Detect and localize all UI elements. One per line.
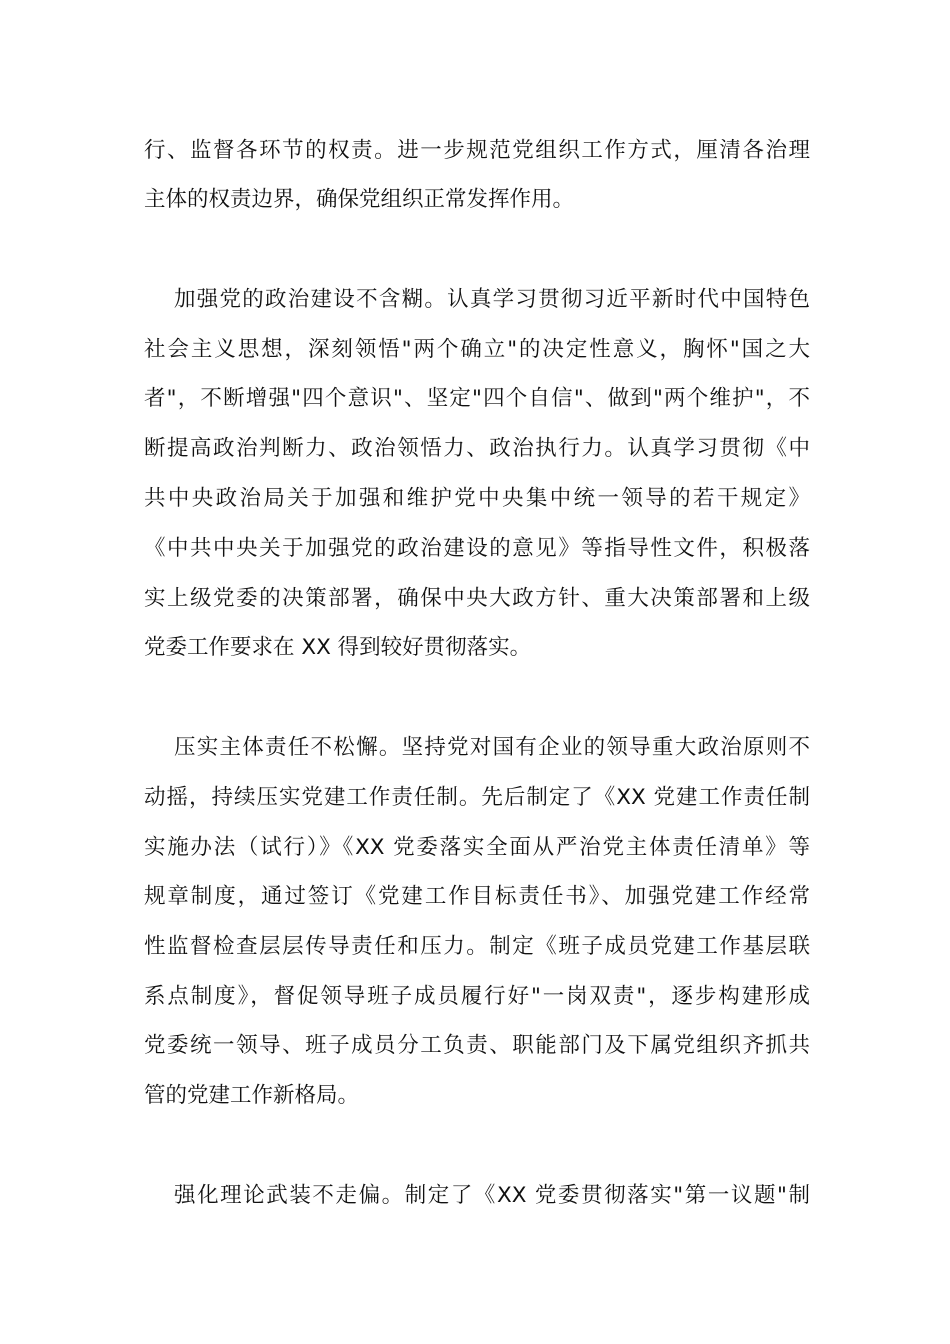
text-line: 社会主义思想，深刻领悟"两个确立"的决定性意义，胸怀"国之大: [144, 337, 810, 362]
text-line: 动摇，持续压实党建工作责任制。先后制定了《XX 党建工作责任制: [144, 785, 810, 810]
text-line: 党委工作要求在 XX 得到较好贯彻落实。: [144, 635, 532, 660]
text-line: 行、监督各环节的权责。进一步规范党组织工作方式，厘清各治理: [144, 138, 810, 163]
text-line: 规章制度，通过签订《党建工作目标责任书》、加强党建工作经常: [144, 884, 810, 909]
text-line: 党委统一领导、班子成员分工负责、职能部门及下属党组织齐抓共: [144, 1033, 810, 1058]
text-line: 强化理论武装不走偏。制定了《XX 党委贯彻落实"第一议题"制: [174, 1183, 810, 1208]
text-line: 断提高政治判断力、政治领悟力、政治执行力。认真学习贯彻《中: [144, 436, 810, 461]
text-line: 加强党的政治建设不含糊。认真学习贯彻习近平新时代中国特色: [174, 287, 810, 312]
text-line: 共中央政治局关于加强和维护党中央集中统一领导的若干规定》: [144, 486, 810, 511]
text-line: 系点制度》，督促领导班子成员履行好"一岗双责"，逐步构建形成: [144, 984, 810, 1009]
text-line: 压实主体责任不松懈。坚持党对国有企业的领导重大政治原则不: [174, 735, 810, 760]
text-line: 性监督检查层层传导责任和压力。制定《班子成员党建工作基层联: [144, 934, 810, 959]
text-line: 实施办法（试行）》《XX 党委落实全面从严治党主体责任清单》等: [144, 835, 810, 860]
text-line: 管的党建工作新格局。: [144, 1083, 360, 1108]
text-line: 《中共中央关于加强党的政治建设的意见》等指导性文件，积极落: [144, 536, 810, 561]
text-line: 主体的权责边界，确保党组织正常发挥作用。: [144, 187, 575, 212]
text-line: 实上级党委的决策部署，确保中央大政方针、重大决策部署和上级: [144, 586, 810, 611]
text-line: 者"，不断增强"四个意识"、坚定"四个自信"、做到"两个维护"，不: [144, 386, 810, 411]
